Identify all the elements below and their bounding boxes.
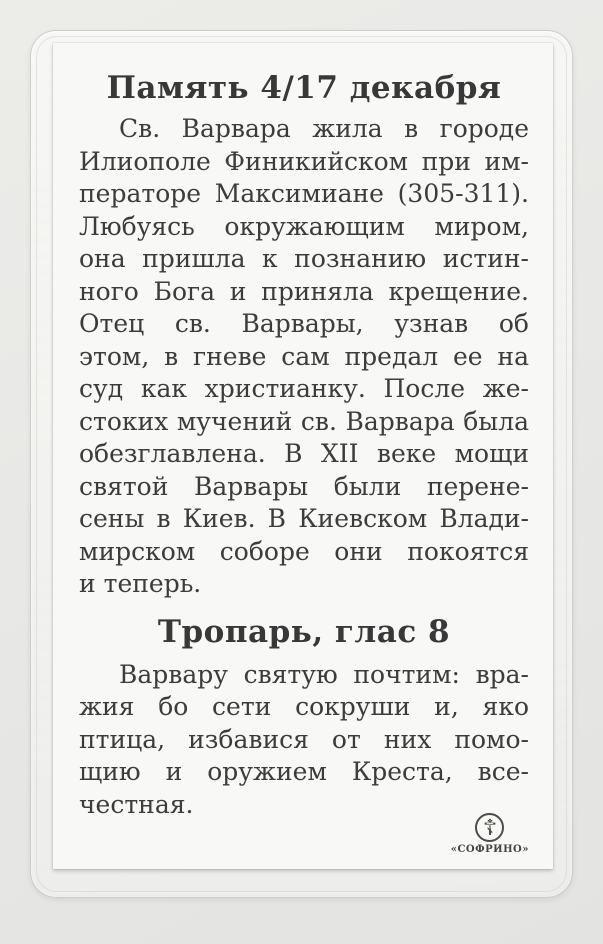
vita-paragraph bbox=[79, 113, 529, 601]
publisher-name: «СОФРИНО» bbox=[450, 844, 529, 855]
text-line: щию и оружием Креста, все- bbox=[79, 757, 529, 786]
troparion-paragraph bbox=[79, 659, 529, 822]
text-line: Любуясь окружающим миром, bbox=[79, 211, 529, 241]
laminated-pouch bbox=[30, 30, 573, 898]
troparion-heading: Тропарь, глас 8 bbox=[157, 613, 451, 650]
text-line: мирском соборе они покоятся bbox=[79, 536, 529, 566]
card-title: Память 4/17 декабря bbox=[106, 70, 502, 106]
prayer-card bbox=[53, 43, 553, 869]
text-line: ного Бога и приняла крещение. bbox=[79, 276, 529, 306]
sofrino-logo bbox=[451, 813, 529, 855]
text-line: Св. Варвара жила в городе bbox=[119, 114, 529, 143]
card-content bbox=[53, 43, 553, 869]
text-line: этом, в гневе сам предал ее на bbox=[79, 341, 529, 371]
orthodox-cross-icon: ☦ bbox=[475, 813, 504, 842]
text-line: святой Варвары были перене- bbox=[79, 471, 529, 501]
text-line: птица, избавися от них помо- bbox=[79, 724, 529, 754]
text-line: сены в Киев. В Киевском Влади- bbox=[79, 504, 529, 533]
text-line: ператоре Максимиане (305-311). bbox=[79, 179, 529, 208]
text-line: она пришла к познанию истин- bbox=[79, 244, 529, 273]
text-line: Илиополе Финикийском при им- bbox=[79, 146, 529, 176]
text-line: стоких мучений св. Варвара была bbox=[79, 406, 529, 436]
text-line: Отец св. Варвары, узнав об bbox=[79, 309, 529, 338]
text-line: суд как христианку. После же- bbox=[79, 374, 529, 403]
text-line: жия бо сети сокруши и, яко bbox=[79, 692, 529, 721]
text-line: Варвару святую почтим: вра- bbox=[119, 659, 529, 689]
text-line: обезглавлена. В XII веке мощи bbox=[79, 439, 529, 468]
text-line: честная. bbox=[79, 789, 194, 819]
text-line: и теперь. bbox=[79, 569, 202, 598]
